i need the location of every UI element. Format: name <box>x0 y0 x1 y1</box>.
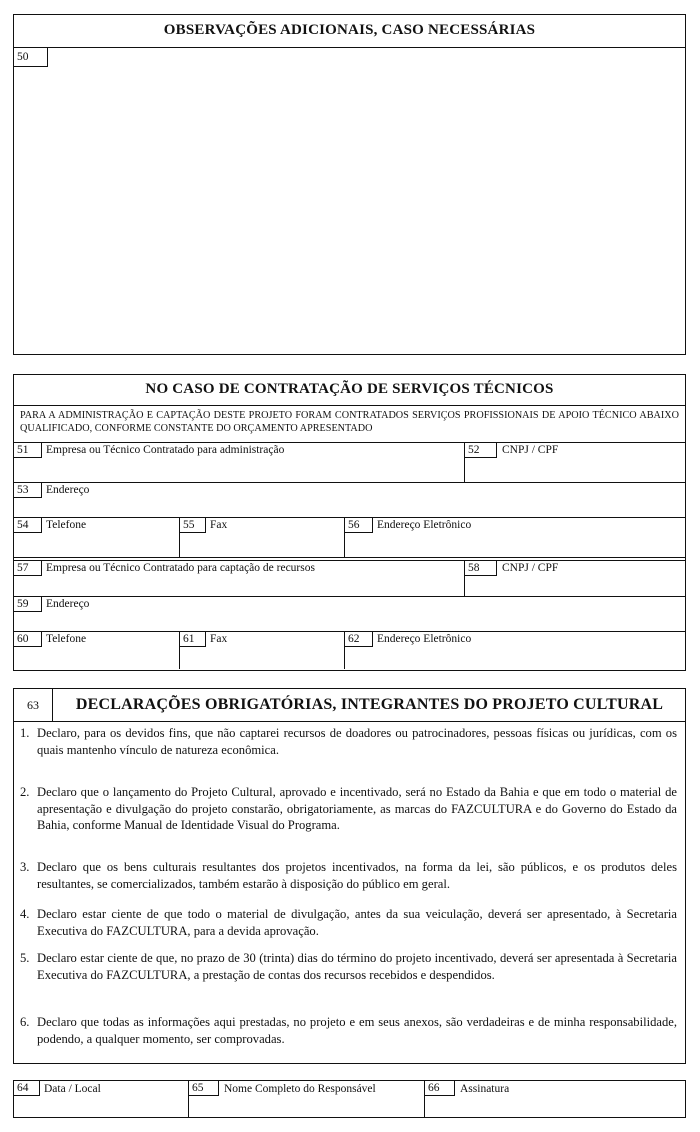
declaration-number: 5. <box>20 951 30 965</box>
field-number-54: 54 <box>14 518 42 533</box>
technical-services-title: NO CASO DE CONTRATAÇÃO DE SERVIÇOS TÉCNICOS <box>145 381 554 397</box>
capture-company-input[interactable] <box>18 578 458 594</box>
admin-cnpj-input[interactable] <box>470 461 680 479</box>
declaration-number: 4. <box>20 907 30 921</box>
declaration-item <box>20 906 677 939</box>
divider <box>14 482 685 483</box>
capture-phone-input[interactable] <box>18 649 174 667</box>
signature-section <box>13 1080 686 1118</box>
responsible-name-label: Nome Completo do Responsável <box>224 1083 376 1095</box>
field-number-56: 56 <box>345 518 373 533</box>
field-number-52: 52 <box>465 443 497 458</box>
observations-section <box>13 14 686 355</box>
admin-address-label: Endereço <box>46 484 90 496</box>
capture-company-label: Empresa ou Técnico Contratado para captação de recursos <box>46 562 315 574</box>
field-number-58: 58 <box>465 561 497 576</box>
technical-services-section <box>13 374 686 671</box>
declaration-text: Declaro que os bens culturais resultantes dos projetos incentivados, na forma da lei, são públicos, e os produtos deles resultantes, se comercializados, também estarão à disposição do público em geral. <box>37 860 677 891</box>
capture-cnpj-label: CNPJ / CPF <box>502 562 559 574</box>
field-number-53: 53 <box>14 483 42 498</box>
field-number-51: 51 <box>14 443 42 458</box>
divider <box>14 47 685 48</box>
field-number-61: 61 <box>180 632 206 647</box>
admin-phone-label: Telefone <box>46 519 87 531</box>
declarations-section <box>13 688 686 1064</box>
declaration-text: Declaro que o lançamento do Projeto Cultural, aprovado e incentivado, será no Estado da Bahia e que em todo o material de apresentação e divulgação do projeto constarão, obrigatoriamente, as marcas do FAZCULTURA e do Governo do Estado da Bahia, conforme Manual de Identidade Visual do Programa. <box>37 785 677 832</box>
admin-email-label: Endereço Eletrônico <box>377 519 472 531</box>
admin-company-input[interactable] <box>18 461 458 479</box>
divider <box>14 596 685 597</box>
field-number-57: 57 <box>14 561 42 576</box>
admin-email-input[interactable] <box>349 535 679 553</box>
field-number-50: 50 <box>14 48 48 67</box>
observations-title: OBSERVAÇÕES ADICIONAIS, CASO NECESSÁRIAS <box>163 22 536 38</box>
field-number-66: 66 <box>425 1081 455 1096</box>
admin-phone-input[interactable] <box>18 535 174 553</box>
divider <box>14 405 685 406</box>
admin-fax-label: Fax <box>210 519 228 531</box>
declaration-number: 1. <box>20 726 30 740</box>
declarations-title: DECLARAÇÕES OBRIGATÓRIAS, INTEGRANTES DO PROJETO CULTURAL <box>75 696 664 713</box>
capture-cnpj-input[interactable] <box>470 578 680 594</box>
capture-address-label: Endereço <box>46 598 90 610</box>
declaration-number: 2. <box>20 785 30 799</box>
date-local-input[interactable] <box>18 1098 183 1114</box>
declaration-text: Declaro estar ciente de que, no prazo de 30 (trinta) dias do término do projeto incentivado, deverá ser apresentada à Secretaria Executiva do FAZCULTURA, a prestação de contas dos recursos recebidos e despendidos. <box>37 951 677 982</box>
field-number-64: 64 <box>14 1081 40 1096</box>
declaration-item <box>20 950 677 983</box>
declaration-item <box>20 725 677 758</box>
signature-input[interactable] <box>430 1098 680 1114</box>
capture-address-input[interactable] <box>18 613 678 629</box>
capture-phone-label: Telefone <box>46 633 87 645</box>
technical-services-intro: PARA A ADMINISTRAÇÃO E CAPTAÇÃO DESTE PROJETO FORAM CONTRATADOS SERVIÇOS PROFISSIONAIS DE APOIO TÉCNICO ABAIXO QUALIFICADO, CONFORME CONSTANTE DO ORÇAMENTO APRESENTADO <box>20 410 679 434</box>
declaration-number: 6. <box>20 1015 30 1029</box>
field-number-60: 60 <box>14 632 42 647</box>
declaration-number: 3. <box>20 860 30 874</box>
divider <box>14 557 685 558</box>
admin-cnpj-label: CNPJ / CPF <box>502 444 559 456</box>
field-number-55: 55 <box>180 518 206 533</box>
capture-email-input[interactable] <box>349 649 679 667</box>
capture-email-label: Endereço Eletrônico <box>377 633 472 645</box>
admin-address-input[interactable] <box>18 499 678 515</box>
signature-label: Assinatura <box>460 1083 510 1095</box>
declaration-text: Declaro que todas as informações aqui prestadas, no projeto e em seus anexos, são verdadeiras e de minha responsabilidade, podendo, a qualquer momento, ser comprovadas. <box>37 1015 677 1046</box>
declaration-item <box>20 784 677 834</box>
declaration-item <box>20 859 677 892</box>
declaration-text: Declaro estar ciente de que todo o material de divulgação, antes da sua veiculação, deverá ser apresentado, à Secretaria Executiva do FAZCULTURA, para a devida aprovação. <box>37 907 677 938</box>
declaration-item <box>20 1014 677 1047</box>
date-local-label: Data / Local <box>44 1083 101 1095</box>
field-number-65: 65 <box>189 1081 219 1096</box>
capture-fax-input[interactable] <box>184 649 339 667</box>
responsible-name-input[interactable] <box>194 1098 419 1114</box>
field-number-59: 59 <box>14 597 42 612</box>
capture-fax-label: Fax <box>210 633 228 645</box>
admin-company-label: Empresa ou Técnico Contratado para administração <box>46 444 285 456</box>
divider <box>14 721 685 722</box>
field-number-62: 62 <box>345 632 373 647</box>
admin-fax-input[interactable] <box>184 535 339 553</box>
observations-textarea[interactable] <box>50 49 683 352</box>
field-number-63: 63 <box>14 689 53 721</box>
declaration-text: Declaro, para os devidos fins, que não captarei recursos de doadores ou patrocinadores, pessoas físicas ou jurídicas, com os quais mantenho vínculo de natureza econômica. <box>37 726 677 757</box>
